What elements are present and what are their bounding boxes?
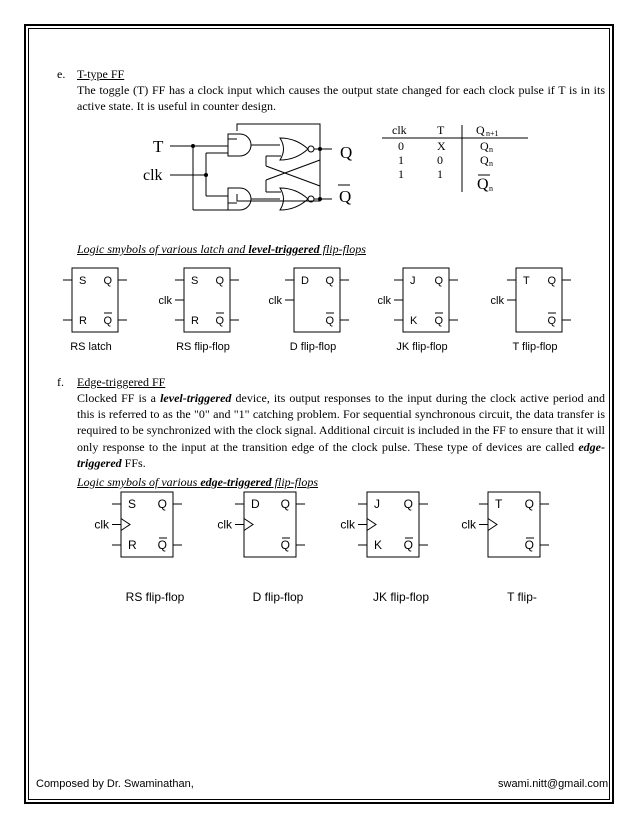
flip-flop-symbol <box>378 268 458 353</box>
output-label-q: Q <box>157 497 167 511</box>
flip-flop-symbol <box>217 492 305 604</box>
edge-trigger-icon <box>488 519 497 531</box>
output-label-q: Q <box>215 275 224 287</box>
truth-table-cell: 1 <box>398 153 404 167</box>
paragraph-text: FFs. <box>121 455 146 470</box>
footer-author: Composed by Dr. Swaminathan, <box>36 778 194 790</box>
truth-table-cell: X <box>437 139 446 153</box>
flip-flop-symbol <box>159 268 239 353</box>
output-label-q: Q <box>524 497 534 511</box>
input-label: K <box>410 315 418 327</box>
input-label: S <box>191 275 199 287</box>
output-label-q: Q <box>103 275 112 287</box>
clock-label: clk <box>340 517 355 532</box>
edge-triggered-symbols <box>0 488 638 613</box>
flip-flop-symbol <box>340 492 429 604</box>
section-e-paragraph: The toggle (T) FF has a clock input which causes the output state changed for each clock pulse if T is in its active state. It is useful in counter design. <box>77 83 605 114</box>
section-f-letter: f. <box>57 375 64 389</box>
caption-text: flip-flops <box>271 475 318 489</box>
truth-table-cell: Q <box>480 139 489 153</box>
output-label-q: Q <box>403 497 413 511</box>
clock-label: clk <box>490 295 504 307</box>
truth-table-sub: n <box>489 145 493 154</box>
clock-label: clk <box>217 517 232 532</box>
flip-flop-name: JK flip-flop <box>396 341 448 353</box>
truth-table-header-sub: n+1 <box>486 129 499 138</box>
level-triggered-symbols <box>0 264 638 364</box>
input-label: R <box>79 315 87 327</box>
paragraph-text: device, its output responses to the input during the clock active period and this is referred to as the "0" and "1" catching problem. For sequential synchronous circuit, the data transfer is required to be synchronized with the clock signal. Additional circuit is included in the FF to ensure that it will only response to the input at the transition edge of the clock pulse. These type of devices are called <box>77 391 606 454</box>
truth-table-sub: n <box>489 159 493 168</box>
output-label-q-bar: Q <box>215 315 224 327</box>
edge-trigger-icon <box>244 519 253 531</box>
truth-table-sub: n <box>489 184 493 193</box>
input-label: S <box>128 497 137 511</box>
paragraph-emphasis: level-triggered <box>160 391 232 405</box>
clock-label: clk <box>94 517 109 532</box>
output-label-q-bar: Q <box>157 538 167 552</box>
input-label: S <box>79 275 87 287</box>
level-triggered-caption <box>77 242 366 257</box>
circuit-label-t: T <box>153 137 164 156</box>
flip-flop-name: T flip- <box>507 590 537 604</box>
flip-flop-name: T flip-flop <box>512 341 558 353</box>
output-label-q: Q <box>280 497 290 511</box>
truth-table-cell: 0 <box>398 139 404 153</box>
truth-table-cell: 1 <box>398 167 404 181</box>
section-f-title: Edge-triggered FF <box>77 375 166 389</box>
truth-table-header-t: T <box>437 123 445 137</box>
circuit-label-q: Q <box>340 143 353 162</box>
section-f-paragraph <box>77 390 605 471</box>
section-e-title: T-type FF <box>77 67 125 81</box>
output-label-q-bar: Q <box>403 538 413 552</box>
output-label-q-bar: Q <box>524 538 534 552</box>
t-ff-circuit-diagram <box>0 0 638 240</box>
circuit-label-clk: clk <box>143 167 163 184</box>
flip-flop-symbol <box>491 268 571 353</box>
flip-flop-name: D flip-flop <box>289 341 337 353</box>
caption-emphasis: edge-triggered <box>200 475 272 489</box>
caption-text: Logic smybols of various latch and <box>77 242 249 256</box>
clock-label: clk <box>158 295 172 307</box>
truth-table-header-q: Q <box>476 123 485 137</box>
flip-flop-symbol <box>63 268 127 353</box>
input-label: R <box>191 315 199 327</box>
input-label: J <box>410 275 416 287</box>
clock-label: clk <box>377 295 391 307</box>
edge-trigger-icon <box>121 519 130 531</box>
output-label-q: Q <box>325 275 334 287</box>
circuit-label-q-bar: Q <box>339 187 352 206</box>
caption-text: Logic smybols of various <box>77 475 201 489</box>
flip-flop-name: JK flip-flop <box>372 590 430 604</box>
t-ff-truth-table <box>392 123 499 193</box>
caption-text: flip-flops <box>319 242 366 256</box>
output-label-q: Q <box>547 275 556 287</box>
output-label-q-bar: Q <box>103 315 112 327</box>
input-label: D <box>301 275 309 287</box>
output-label-q-bar: Q <box>325 315 334 327</box>
input-label: J <box>374 497 380 511</box>
footer-email: swami.nitt@gmail.com <box>498 778 609 790</box>
truth-table-cell: 1 <box>437 167 443 181</box>
clock-label: clk <box>461 517 476 532</box>
output-label-q-bar: Q <box>280 538 290 552</box>
output-label-q-bar: Q <box>434 315 443 327</box>
truth-table-cell: Q <box>477 176 489 193</box>
truth-table-header-clk: clk <box>392 123 407 137</box>
caption-emphasis: level-triggered <box>248 242 320 256</box>
input-label: T <box>523 275 530 287</box>
flip-flop-name: RS flip-flop <box>125 590 185 604</box>
input-label: T <box>495 497 503 511</box>
input-label: R <box>128 538 137 552</box>
clock-label: clk <box>268 295 282 307</box>
flip-flop-symbol <box>94 492 184 604</box>
truth-table-cell: Q <box>480 153 489 167</box>
flip-flop-name: RS latch <box>70 341 112 353</box>
paragraph-text: Clocked FF is a <box>77 391 161 405</box>
section-e-letter: e. <box>57 67 66 81</box>
flip-flop-name: RS flip-flop <box>176 341 230 353</box>
flip-flop-symbol <box>269 268 349 353</box>
paragraph-emphasis: edge-triggered <box>77 439 605 470</box>
flip-flop-symbol <box>461 492 549 604</box>
input-label: K <box>374 538 383 552</box>
output-label-q-bar: Q <box>547 315 556 327</box>
flip-flop-name: D flip-flop <box>252 590 304 604</box>
truth-table-cell: 0 <box>437 153 443 167</box>
edge-trigger-icon <box>367 519 376 531</box>
input-label: D <box>251 497 260 511</box>
output-label-q: Q <box>434 275 443 287</box>
